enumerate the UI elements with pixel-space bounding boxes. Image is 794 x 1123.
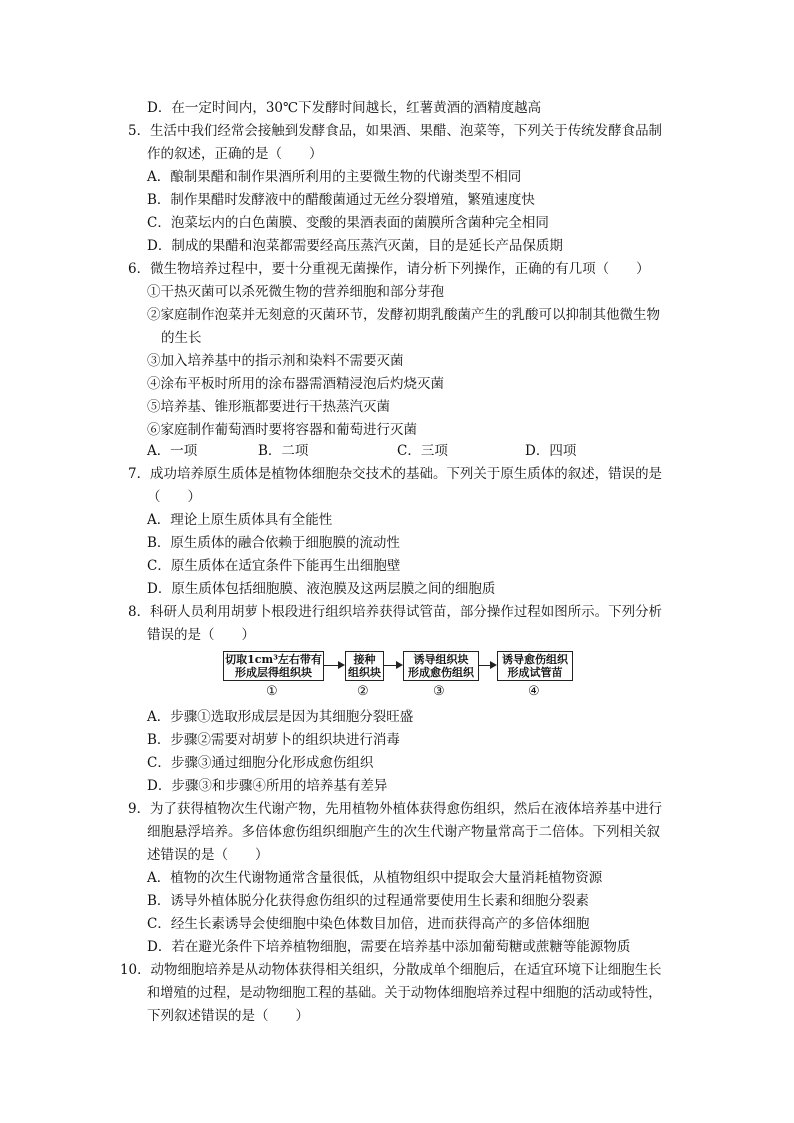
q8-option-a: A．步骤①选取形成层是因为其细胞分裂旺盛 (147, 709, 414, 725)
flow-step-4-line2: 形成试管苗 (507, 666, 563, 679)
q6-item-2: ②家庭制作泡菜并无刻意的灭菌环节，发酵初期乳酸菌产生的乳酸可以抑制其他微生物 (147, 307, 660, 323)
q6-options (147, 441, 647, 461)
q10-stem-line1: 10．动物细胞培养是从动物体获得相关组织，分散成单个细胞后，在适宜环境下让细胞生长 (120, 962, 662, 978)
q6-option-a: A．一项 (147, 443, 198, 459)
flow-step-3-number: ③ (433, 684, 445, 699)
flow-step-4-line1: 诱导愈伤组织 (502, 653, 568, 666)
flow-arrow-3 (478, 665, 495, 666)
q9-option-d: D．若在避光条件下培养植物细胞，需要在培养基中添加葡萄糖或蔗糖等能源物质 (147, 939, 631, 955)
q8-option-d: D．步骤③和步骤④所用的培养基有差异 (147, 778, 388, 794)
flow-step-1-line1: 切取1cm³左右带有 (225, 653, 322, 666)
q9-stem-line1: 9．为了获得植物次生代谢产物，先用植物外植体获得愈伤组织，然后在液体培养基中进行 (128, 801, 663, 817)
q8-option-b: B．步骤②需要对胡萝卜的组织块进行消毒 (147, 732, 400, 748)
q9-stem-line3: 述错误的是（ ） (147, 847, 269, 863)
flow-step-2-line1: 接种 (353, 653, 376, 666)
flow-arrow-2 (383, 665, 401, 666)
flow-step-2-box (345, 651, 384, 681)
q6-option-d: D．四项 (525, 443, 577, 459)
q6-stem: 6．微生物培养过程中，要十分重视无菌操作，请分析下列操作，正确的有几项（ ） (128, 261, 650, 277)
q9-option-c: C．经生长素诱导会使细胞中染色体数目加倍，进而获得高产的多倍体细胞 (147, 916, 590, 932)
q5-option-d: D．制成的果醋和泡菜都需要经高压蒸汽灭菌，目的是延长产品保质期 (147, 238, 563, 254)
q6-item-6: ⑥家庭制作葡萄酒时要将容器和葡萄进行灭菌 (147, 422, 417, 438)
flow-step-2-line2: 组织块 (348, 666, 381, 679)
q6-item-5: ⑤培养基、锥形瓶都要进行干热蒸汽灭菌 (147, 399, 390, 415)
q7-option-c: C．原生质体在适宜条件下能再生出细胞壁 (147, 558, 401, 574)
q8-option-c: C．步骤③通过细胞分化形成愈伤组织 (147, 755, 374, 771)
q9-stem-line2: 细胞悬浮培养。多倍体愈伤组织细胞产生的次生代谢产物量常高于二倍体。下列相关叙 (147, 824, 660, 840)
q5-option-a: A．酿制果醋和制作果酒所利用的主要微生物的代谢类型不相同 (147, 169, 522, 185)
q10-stem-line3: 下列叙述错误的是（ ） (147, 1008, 309, 1024)
flow-step-3-line2: 形成愈伤组织 (408, 666, 474, 679)
q7-stem-line2: （ ） (147, 489, 201, 505)
q10-stem-line2: 和增殖的过程，是动物细胞工程的基础。关于动物体细胞培养过程中细胞的活动或特性， (147, 985, 662, 1001)
q6-item-2-cont: 的生长 (161, 330, 202, 346)
q7-stem-line1: 7．成功培养原生质体是植物体细胞杂交技术的基础。下列关于原生质体的叙述，错误的是 (128, 466, 663, 482)
q6-item-4: ④涂布平板时所用的涂布器需酒精浸泡后灼烧灭菌 (147, 376, 444, 392)
q6-option-c: C．三项 (397, 443, 448, 459)
q5-stem-line1: 5．生活中我们经常会接触到发酵食品，如果酒、果醋、泡菜等，下列关于传统发酵食品制 (128, 123, 663, 139)
flow-step-2-number: ② (357, 684, 369, 699)
q6-item-1: ①干热灭菌可以杀死微生物的营养细胞和部分芽孢 (147, 284, 444, 300)
q9-option-a: A．植物的次生代谢物通常含量很低，从植物组织中提取会大量消耗植物资源 (147, 870, 603, 886)
q5-option-c: C．泡菜坛内的白色菌膜、变酸的果酒表面的菌膜所含菌种完全相同 (147, 215, 549, 231)
q5-option-b: B．制作果醋时发酵液中的醋酸菌通过无丝分裂增殖，繁殖速度快 (147, 192, 535, 208)
flow-step-3-line1: 诱导组织块 (413, 653, 469, 666)
flow-step-1-line2: 形成层得组织块 (235, 666, 312, 679)
flow-step-3-box (403, 651, 479, 681)
flow-step-4-box (497, 651, 573, 681)
q4-option-d: D．在一定时间内，30℃下发酵时间越长，红薯黄酒的酒精度越高 (147, 100, 542, 116)
flow-step-4-number: ④ (528, 684, 540, 699)
q8-stem-line1: 8．科研人员利用胡萝卜根段进行组织培养获得试管苗，部分操作过程如图所示。下列分析 (128, 604, 663, 620)
q9-option-b: B．诱导外植体脱分化获得愈伤组织的过程通常要使用生长素和细胞分裂素 (147, 893, 589, 909)
q8-stem-line2: 错误的是（ ） (147, 627, 255, 643)
q6-option-b: B．二项 (258, 443, 309, 459)
q7-option-d: D．原生质体包括细胞膜、液泡膜及这两层膜之间的细胞质 (147, 581, 496, 597)
flow-step-1-number: ① (266, 684, 278, 699)
flow-step-1-box (223, 651, 324, 681)
q6-item-3: ③加入培养基中的指示剂和染料不需要灭菌 (147, 353, 404, 369)
q7-option-b: B．原生质体的融合依赖于细胞膜的流动性 (147, 535, 400, 551)
q5-stem-line2: 作的叙述，正确的是（ ） (147, 146, 323, 162)
q7-option-a: A．理论上原生质体具有全能性 (147, 512, 333, 528)
flow-arrow-1 (323, 665, 343, 666)
